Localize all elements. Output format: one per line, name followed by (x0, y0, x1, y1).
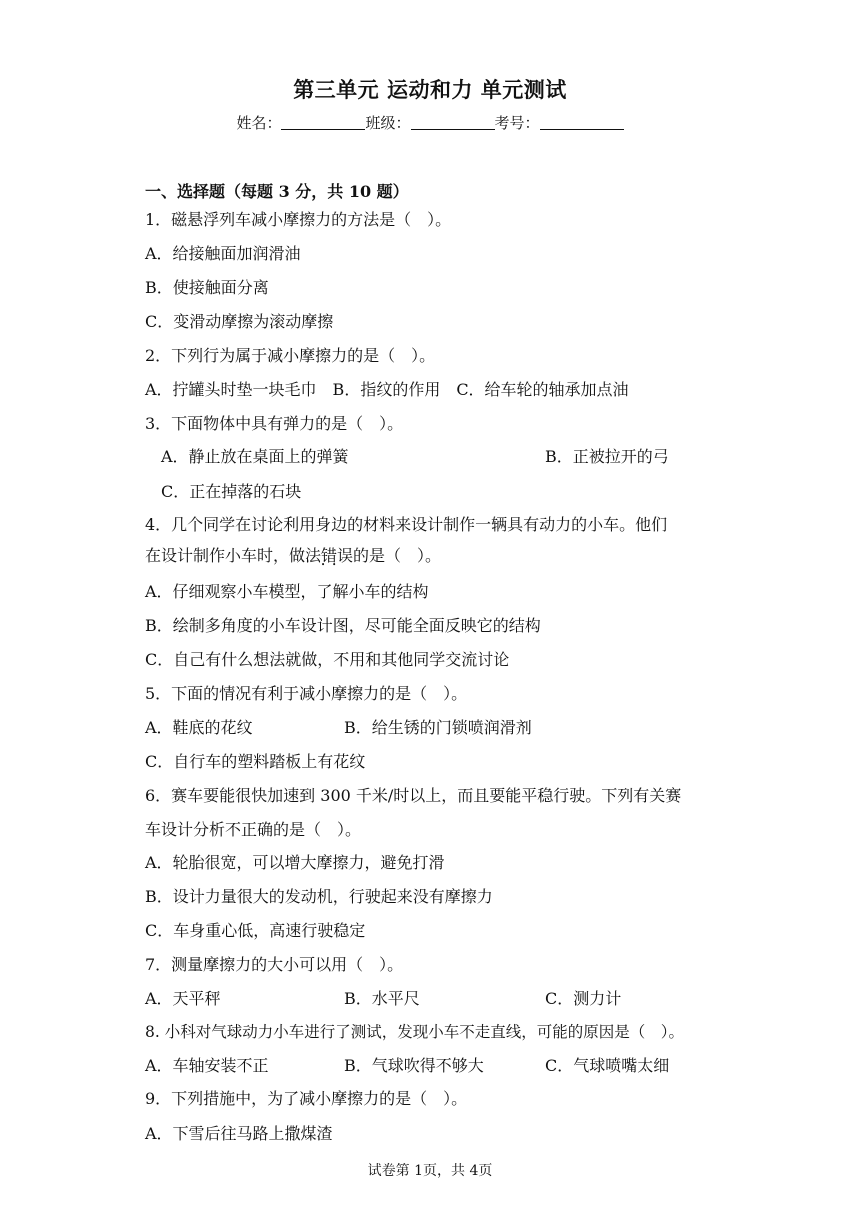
question-8-option-c: C．气球喷嘴太细 (545, 1056, 670, 1075)
question-1-option-a: A．给接触面加润滑油 (145, 244, 301, 263)
question-8-stem: 8. 小科对气球动力小车进行了测试，发现小车不走直线，可能的原因是（ ）。 (145, 1023, 684, 1041)
question-6-option-b: B．设计力量很大的发动机，行驶起来没有摩擦力 (145, 887, 493, 906)
exam-no-blank (540, 114, 624, 130)
student-info-line (0, 112, 860, 133)
question-8-option-a: A．车轴安装不正 (145, 1056, 269, 1075)
question-3-stem: 3．下面物体中具有弹力的是（ ）。 (145, 414, 404, 433)
question-3-option-c: C．正在掉落的石块 (161, 482, 302, 501)
question-7-option-b: B．水平尺 (344, 989, 420, 1008)
question-4-stem-pre: 在设计制作小车时，做法 (145, 546, 322, 565)
question-7-option-a: A．天平秤 (145, 989, 221, 1008)
question-6-stem-line2: 车设计分析不正确的是（ ）。 (145, 820, 362, 839)
page-title: 第三单元 运动和力 单元测试 (293, 77, 567, 102)
emphasized-word: 错误 •• (321, 546, 353, 565)
question-2-stem: 2．下列行为属于减小摩擦力的是（ ）。 (145, 346, 436, 365)
name-label: 姓名： (236, 114, 282, 132)
question-5-stem: 5．下面的情况有利于减小摩擦力的是（ ）。 (145, 684, 468, 703)
question-3-option-b: B．正被拉开的弓 (545, 447, 669, 466)
question-3-option-a: A．静止放在桌面上的弹簧 (161, 447, 349, 466)
question-4-stem-line1: 4．几个同学在讨论利用身边的材料来设计制作一辆具有动力的小车。他们 (145, 515, 668, 534)
question-7-option-c: C．测力计 (545, 989, 622, 1008)
question-1-option-b: B．使接触面分离 (145, 278, 269, 297)
question-7-stem: 7．测量摩擦力的大小可以用（ ）。 (145, 955, 404, 974)
question-2-options: A．拧罐头时垫一块毛巾 B．指纹的作用 C．给车轮的轴承加点油 (145, 380, 629, 399)
question-1-option-c: C．变滑动摩擦为滚动摩擦 (145, 312, 334, 331)
question-4-option-a: A．仔细观察小车模型，了解小车的结构 (145, 582, 429, 601)
page-footer: 试卷第 1页，共 4页 (367, 1163, 493, 1179)
question-6-option-c: C．车身重心低，高速行驶稳定 (145, 921, 366, 940)
exam-no-label: 考号： (494, 114, 540, 132)
question-4-option-b: B．绘制多角度的小车设计图，尽可能全面反映它的结构 (145, 616, 541, 635)
name-blank (281, 114, 365, 130)
question-9-option-a: A．下雪后往马路上撒煤渣 (145, 1124, 333, 1143)
class-label: 班级： (365, 114, 411, 132)
question-1-stem: 1．磁悬浮列车减小摩擦力的方法是（ ）。 (145, 210, 452, 229)
question-5-option-c: C．自行车的塑料踏板上有花纹 (145, 752, 366, 771)
question-4-option-c: C．自己有什么想法就做，不用和其他同学交流讨论 (145, 650, 510, 669)
question-9-stem: 9．下列措施中，为了减小摩擦力的是（ ）。 (145, 1089, 468, 1108)
class-blank (411, 114, 495, 130)
question-4-stem-post: 的是（ ）。 (353, 546, 442, 565)
question-5-option-a: A．鞋底的花纹 (145, 718, 253, 737)
section-heading: 一、选择题（每题 3 分，共 10 题） (145, 182, 409, 201)
question-4-stem-line2 (145, 543, 441, 566)
question-8-option-b: B．气球吹得不够大 (344, 1056, 484, 1075)
question-6-option-a: A．轮胎很宽，可以增大摩擦力，避免打滑 (145, 853, 445, 872)
question-6-stem-line1: 6．赛车要能很快加速到 300 千米/时以上，而且要能平稳行驶。下列有关赛 (145, 786, 682, 805)
question-5-option-b: B．给生锈的门锁喷润滑剂 (344, 718, 532, 737)
